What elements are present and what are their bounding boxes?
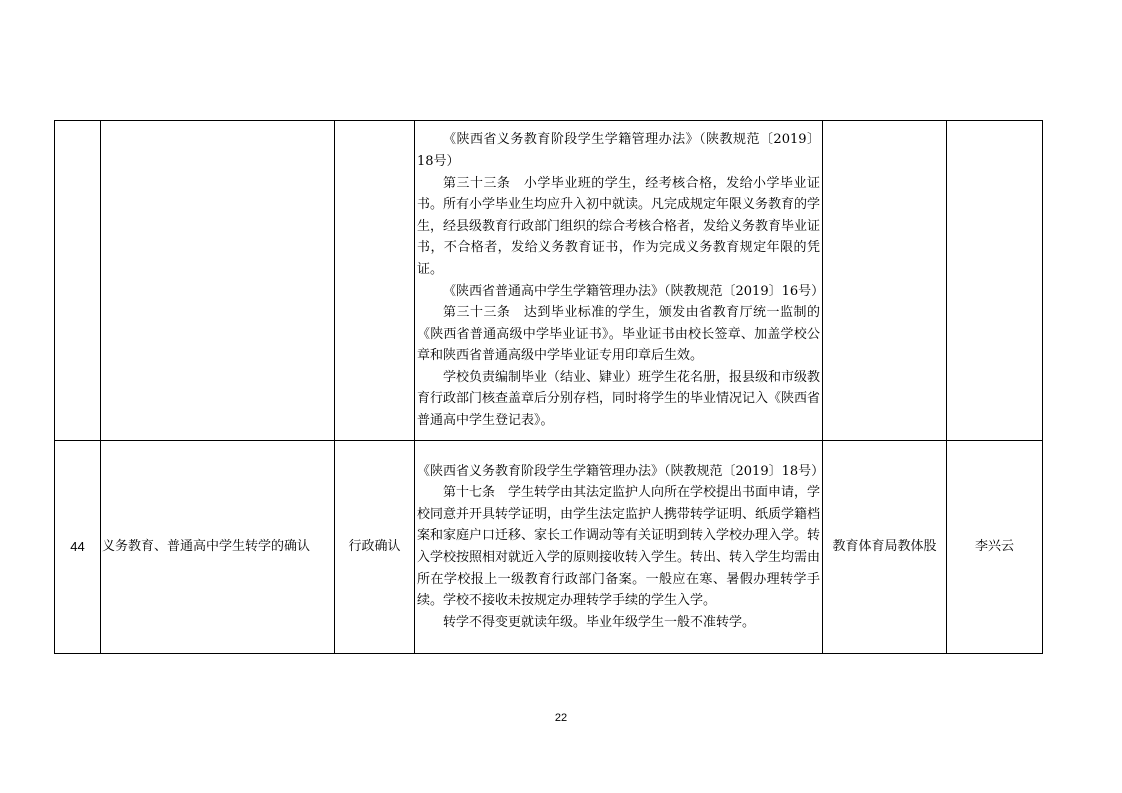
item-name-cell: 义务教育、普通高中学生转学的确认 — [101, 441, 335, 654]
responsible-person-cell: 李兴云 — [947, 441, 1043, 654]
item-name-cell — [101, 121, 335, 441]
item-type-cell: 行政确认 — [335, 441, 415, 654]
basis-paragraph: 转学不得变更就读年级。毕业年级学生一般不准转学。 — [443, 614, 756, 630]
table-row — [55, 441, 1043, 654]
matters-table — [54, 120, 1043, 654]
item-type-cell — [335, 121, 415, 441]
legal-basis-cell — [415, 121, 823, 441]
basis-paragraph: 学校负责编制毕业（结业、肄业）班学生花名册，报县级和市级教育行政部门核查盖章后分别存档，同时将学生的毕业情况记入《陕西省普通高中学生登记表》。 — [417, 369, 821, 429]
basis-paragraph: 《陕西省义务教育阶段学生学籍管理办法》（陕教规范〔2019〕18号） — [417, 463, 825, 479]
basis-paragraph: 《陕西省普通高中学生学籍管理办法》（陕教规范〔2019〕16号） — [443, 283, 825, 299]
legal-basis-cell — [415, 441, 823, 654]
department-cell: 教育体育局教体股 — [823, 441, 947, 654]
basis-paragraph: 第三十三条 达到毕业标准的学生，颁发由省教育厅统一监制的《陕西省普通高级中学毕业证书》。毕业证书由校长签章、加盖学校公章和陕西省普通高级中学毕业证专用印章后生效。 — [417, 305, 820, 364]
responsible-person-cell — [947, 121, 1043, 441]
basis-paragraph: 第十七条 学生转学由其法定监护人向所在学校提出书面申请，学校同意并开具转学证明，由学生法定监护人携带转学证明、纸质学籍档案和家庭户口迁移、家长工作调动等有关证明到转入学校办理入学。转入学校按照相对就近入学的原则接收转入学生。转出、转入学生均需由所在学校报上一级教育行政部门备案。一般应在寒、暑假办理转学手续。学校不接收未按规定办理转学手续的学生入学。 — [417, 485, 821, 609]
item-number-cell: 44 — [55, 441, 101, 654]
page-number: 22 — [554, 712, 568, 724]
item-number-cell — [55, 121, 101, 441]
department-cell — [823, 121, 947, 441]
basis-paragraph: 《陕西省义务教育阶段学生学籍管理办法》（陕教规范〔2019〕18号） — [417, 132, 820, 169]
table-row — [55, 121, 1043, 441]
basis-paragraph: 第三十三条 小学毕业班的学生，经考核合格，发给小学毕业证书。所有小学毕业生均应升入初中就读。凡完成规定年限义务教育的学生，经县级教育行政部门组织的综合考核合格者，发给义务教育毕业证书，不合格者，发给义务教育证书，作为完成义务教育规定年限的凭证。 — [417, 175, 821, 277]
